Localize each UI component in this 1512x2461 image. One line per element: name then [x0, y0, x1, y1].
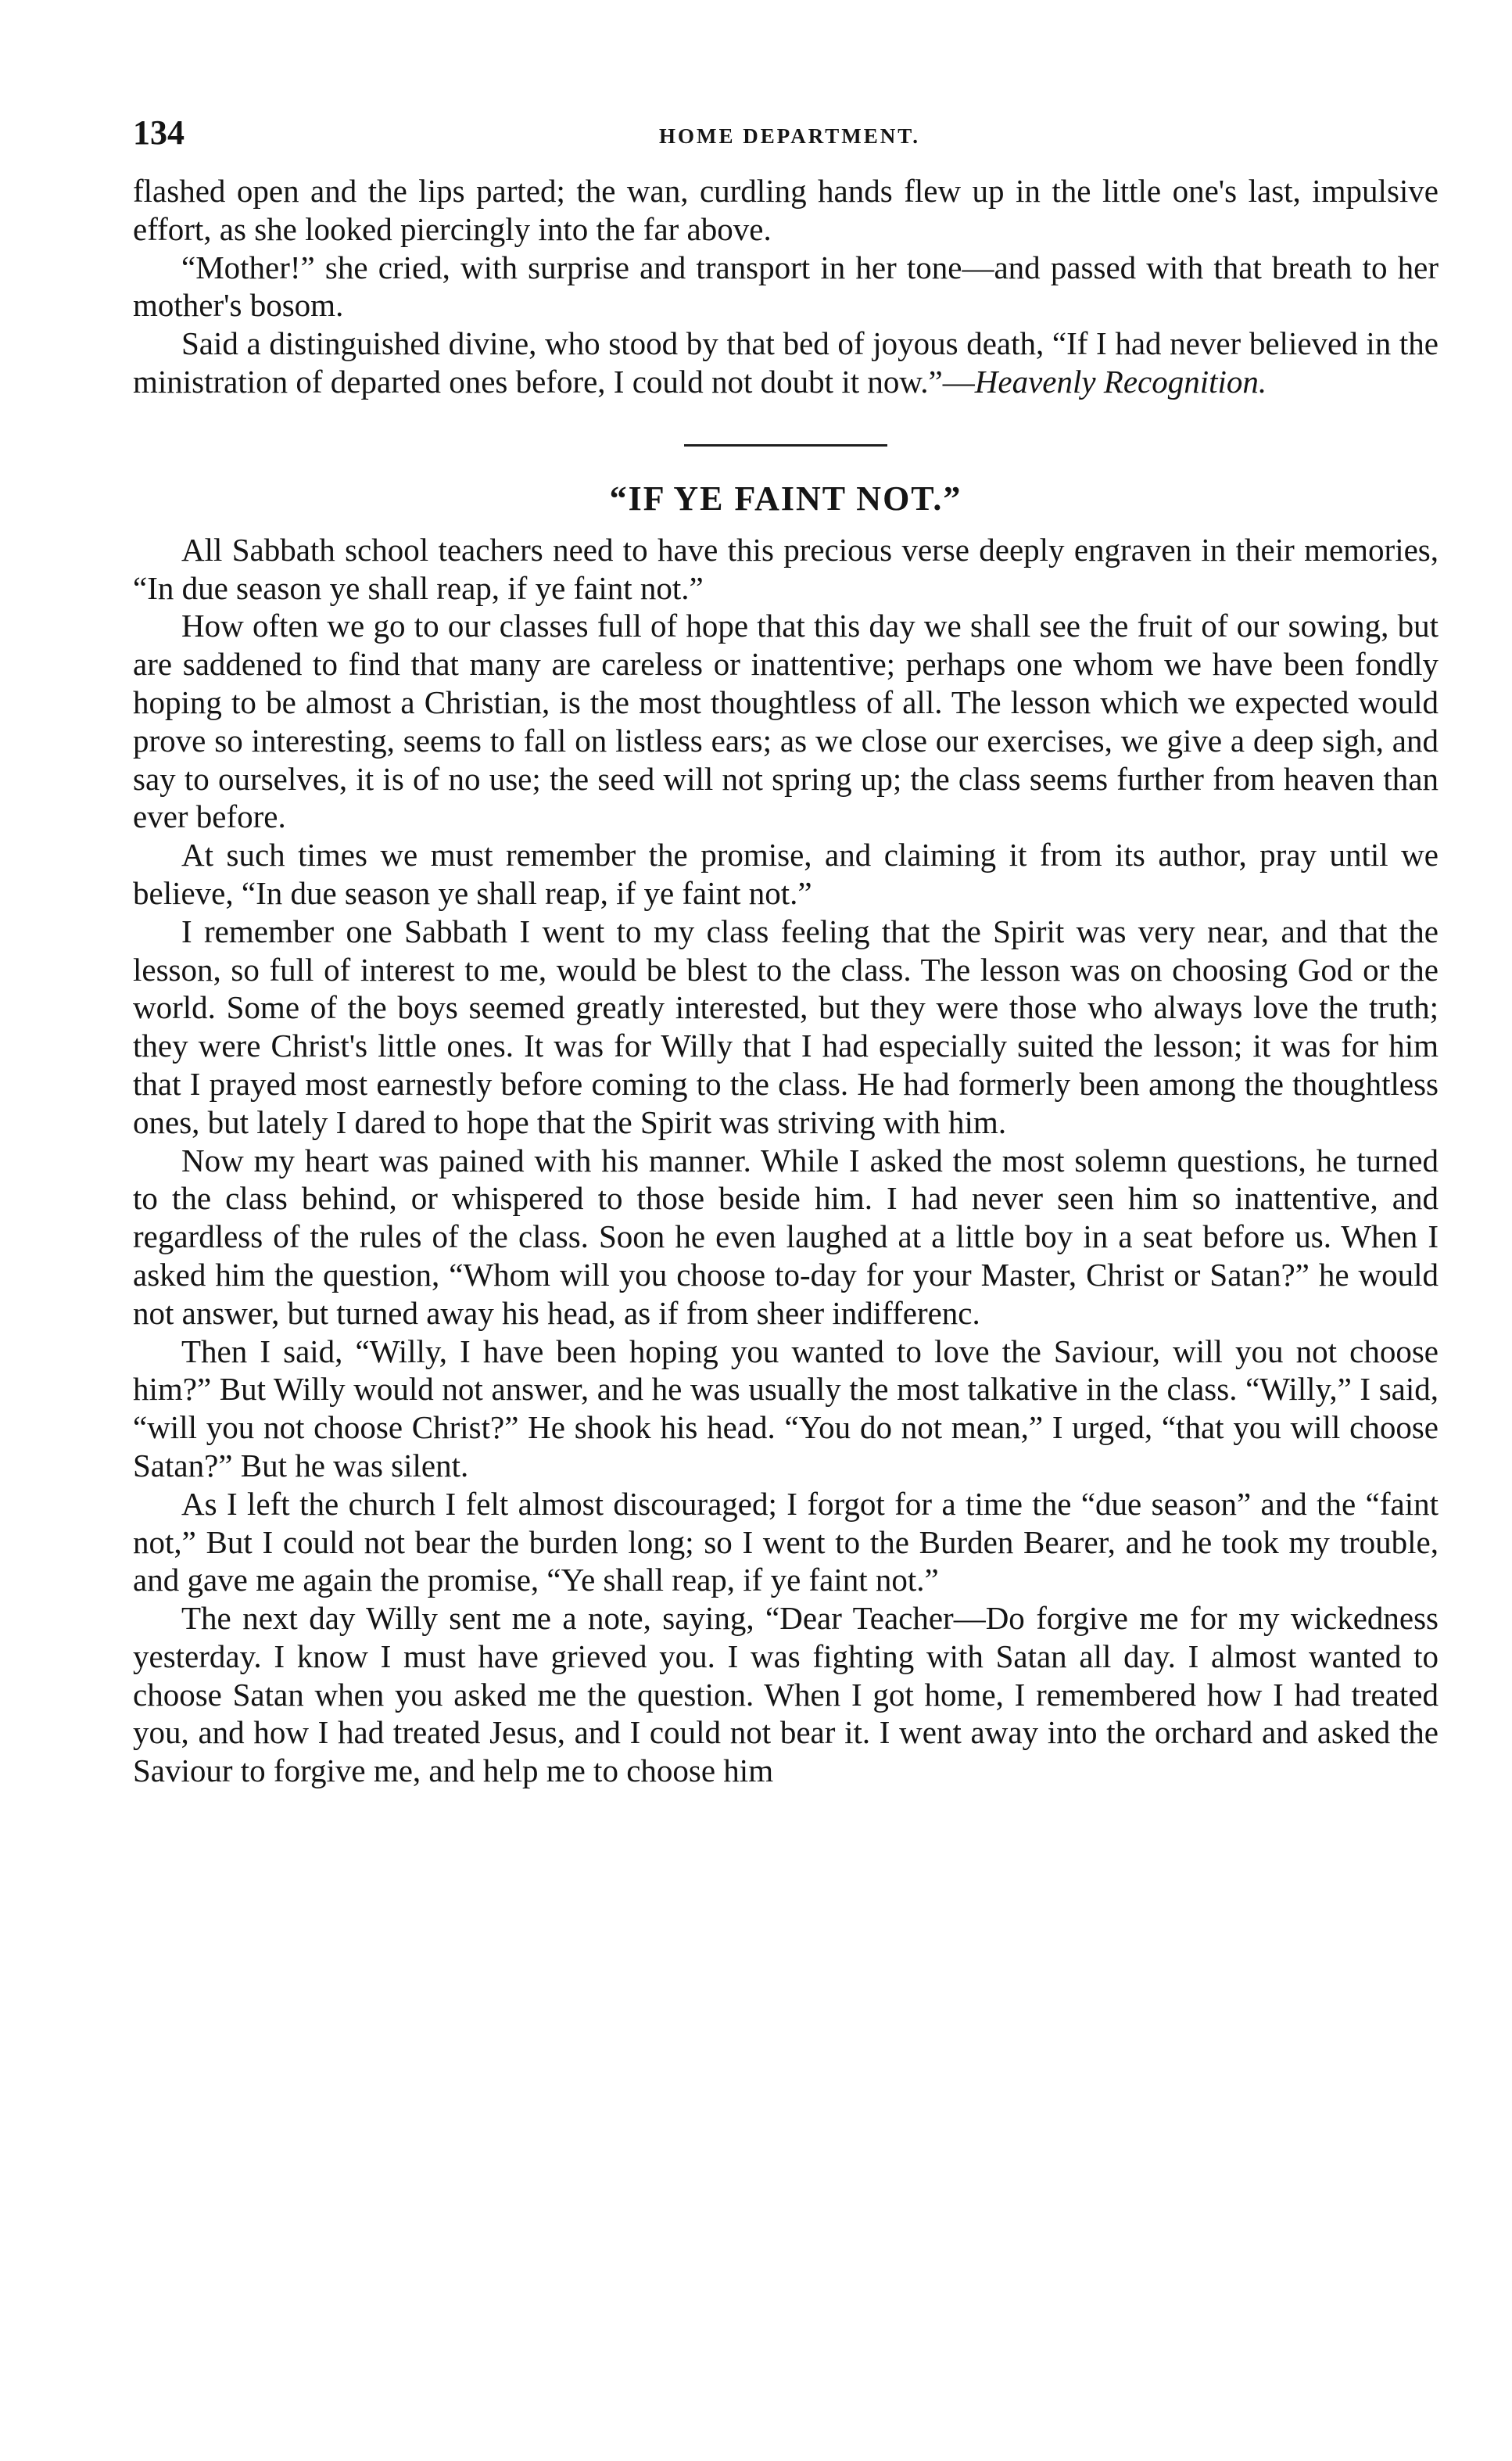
running-head: HOME DEPARTMENT.	[658, 124, 921, 148]
section-divider	[684, 444, 887, 447]
article-paragraph: At such times we must remember the promise, and claiming it from its author, pray until we believe, “In due season ye shall reap, if ye faint not.”	[133, 837, 1439, 911]
article-paragraph: The next day Willy sent me a note, saying, “Dear Teacher—Do forgive me for my wickedness yesterday. I know I must have grieved you. I was fighting with Satan all day. I almost wanted to choose Satan when you asked me the question. When I got home, I remembered how I had treated you, and how I had treated Jesus, and I could not bear it. I went away into the orchard and asked the Saviour to forgive me, and help me to choose him	[133, 1600, 1439, 1789]
mother-cry-paragraph: “Mother!” she cried, with surprise and transport in her tone—and passed with that breath to her mother's bosom.	[133, 249, 1439, 324]
article-paragraph: All Sabbath school teachers need to have this precious verse deeply engraven in their memories, “In due season ye shall reap, if ye faint not.”	[133, 531, 1439, 606]
divine-quote-paragraph	[133, 325, 1439, 401]
continued-paragraph: flashed open and the lips parted; the wan, curdling hands flew up in the little one's last, impulsive effort, as she looked piercingly into the far above.	[133, 173, 1439, 247]
article-title: “IF YE FAINT NOT.”	[609, 479, 962, 518]
page-header	[133, 109, 1446, 156]
article-paragraph: Now my heart was pained with his manner. While I asked the most solemn questions, he turned to the class behind, or whispered to those beside him. I had never seen him so inattentive, and regardless of the rules of the class. Soon he even laughed at a little boy in a seat before us. When I asked him the question, “Whom will you choose to-day for your Master, Christ or Satan?” he would not answer, but turned away his head, as if from sheer indifferenc.	[133, 1142, 1439, 1331]
page-body	[133, 172, 1439, 1790]
article-paragraph: I remember one Sabbath I went to my class feeling that the Spirit was very near, and that the lesson, so full of interest to me, would be blest to the class. The lesson was on choosing God or the world. Some of the boys seemed greatly interested, but they were those who always love the truth; they were Christ's little ones. It was for Willy that I had especially suited the lesson; it was for him that I prayed most earnestly before coming to the class. He had formerly been among the thoughtless ones, but lately I dared to hope that the Spirit was striving with him.	[133, 913, 1439, 1140]
divine-quote-text: Said a distinguished divine, who stood by that bed of joyous death, “If I had never believed in the ministration of departed ones before, I could not doubt it now.”—	[133, 325, 1439, 400]
article-paragraph: Then I said, “Willy, I have been hoping you wanted to love the Saviour, will you not choose him?” But Willy would not answer, and he was usually the most talkative in the class. “Willy,” I said, “will you not choose Christ?” He shook his head. “You do not mean,” I urged, “that you will choose Satan?” But he was silent.	[133, 1333, 1439, 1483]
article-paragraph: As I left the church I felt almost discouraged; I forgot for a time the “due season” and the “faint not,” But I could not bear the burden long; so I went to the Burden Bearer, and he took my trouble, and gave me again the promise, “Ye shall reap, if ye faint not.”	[133, 1485, 1439, 1598]
article-paragraph: How often we go to our classes full of hope that this day we shall see the fruit of our sowing, but are saddened to find that many are careless or inattentive; perhaps one whom we have been fondly hoping to be almost a Christian, is the most thoughtless of all. The lesson which we expected would prove so interesting, seems to fall on listless ears; as we close our exercises, we give a deep sigh, and say to ourselves, it is of no use; the seed will not spring up; the class seems further from heaven than ever before.	[133, 608, 1439, 835]
page-number: 134	[133, 113, 185, 152]
quote-source: Heavenly Recognition.	[974, 363, 1267, 400]
